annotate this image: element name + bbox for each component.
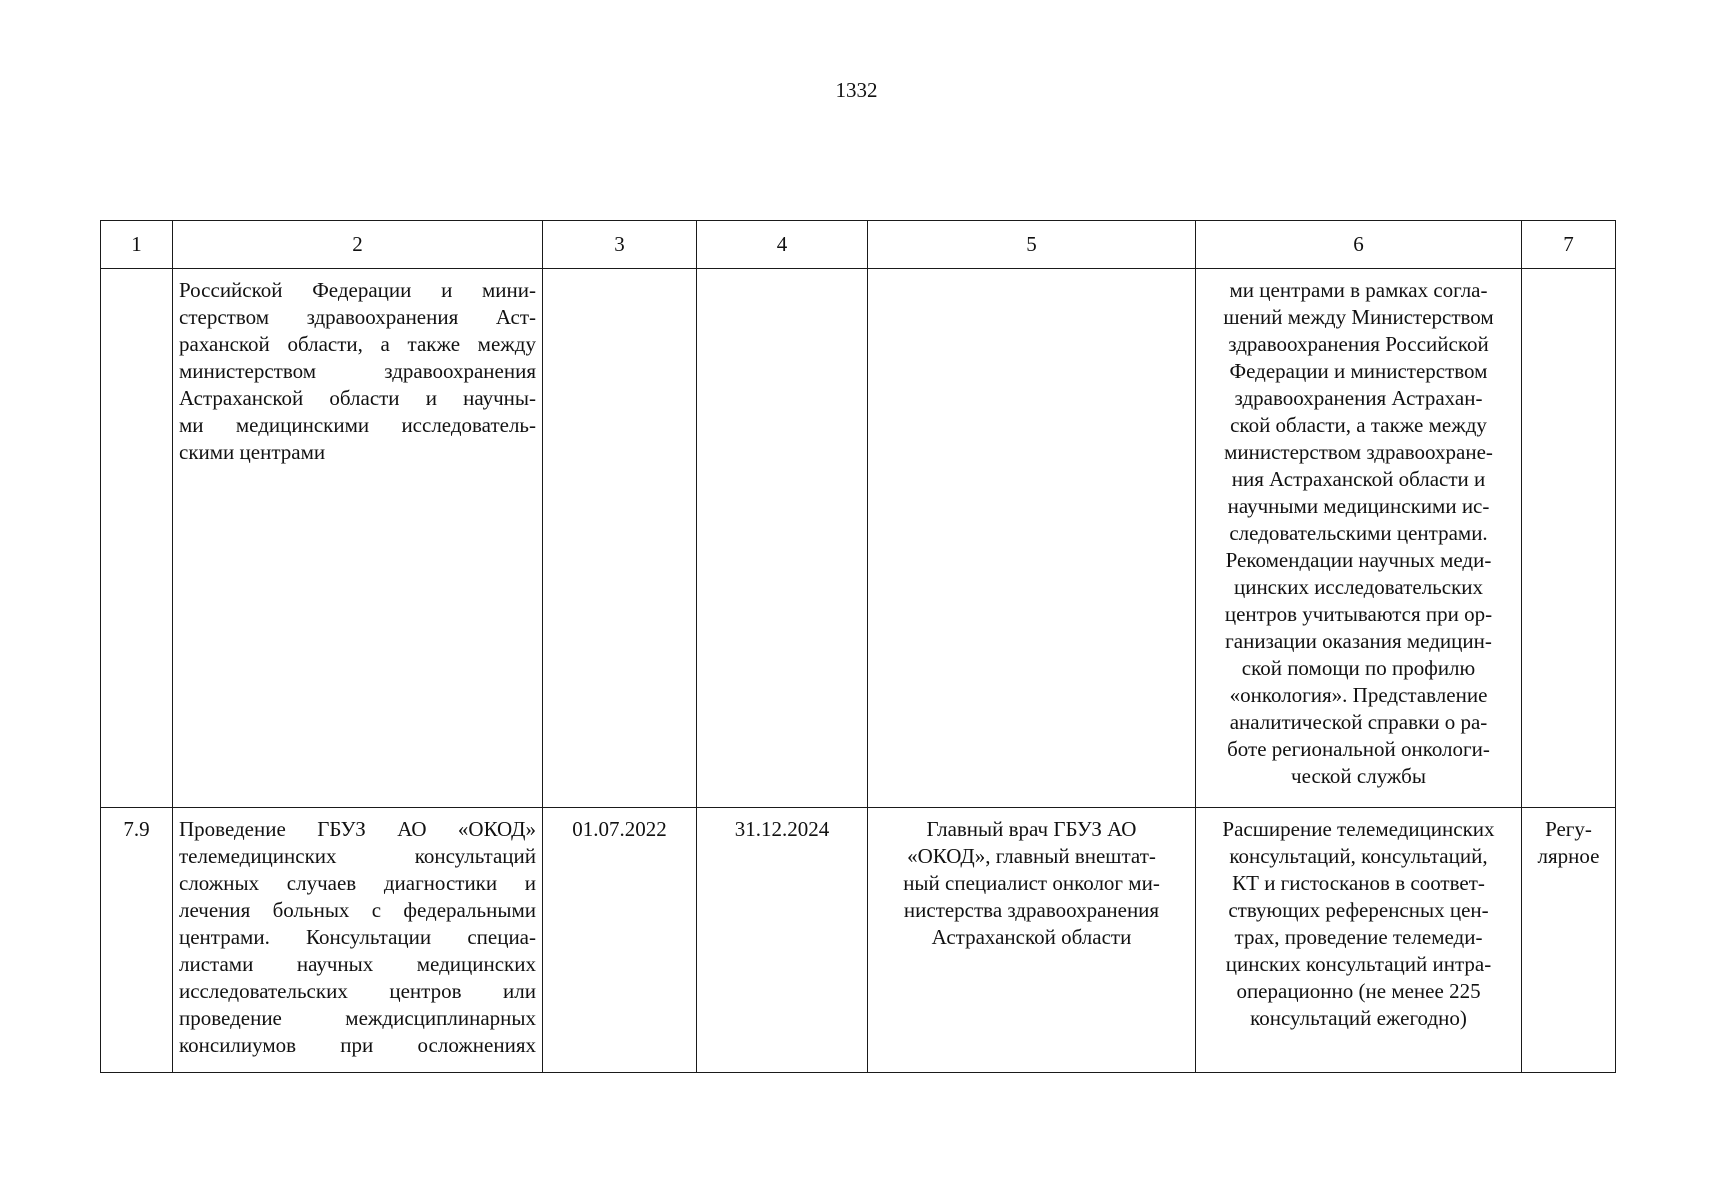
responsible-cell [868,808,1196,1073]
text-line: исследовательских центров или [179,979,536,1003]
text-line: листами научных медицинских [179,952,536,976]
text-line: КТ и гистосканов в соответ- [1232,871,1485,895]
frequency-cell [1522,808,1616,1073]
start-date [543,269,696,283]
frequency-text [1522,808,1615,876]
responsible-text [868,269,1195,283]
text-line: ской помощи по профилю [1241,656,1476,680]
result-text [1196,269,1521,796]
text-line: сложных случаев диагностики и [179,871,536,895]
result-cell [1196,808,1522,1073]
text-line: аналитической справки о ра- [1229,710,1488,734]
responsible-text [868,808,1195,957]
activity-cell [173,269,543,808]
responsible-cell [868,269,1196,808]
text-line: цинских исследовательских [1233,575,1484,599]
text-line: лечения больных с федеральными [179,898,536,922]
text-line: Астраханской области [931,925,1132,949]
row-number: 7.9 [123,817,150,841]
text-line: скими центрами [179,440,326,464]
activity-text [173,269,542,472]
column-header-6: 6 [1196,221,1522,269]
text-line: ный специалист онколог ми- [903,871,1160,895]
text-line: ческой службы [1291,764,1426,788]
text-line: следовательскими центрами. [1229,521,1488,545]
table-header-row [101,221,1616,269]
text-line: ской области, а также между [1230,413,1487,437]
table-row [101,808,1616,1073]
end-date: 31.12.2024 [734,817,830,841]
activity-cell [173,808,543,1073]
page-number: 1332 [835,78,878,102]
row-number-cell [101,808,173,1073]
column-header-2: 2 [173,221,543,269]
text-line: ствующих референсных цен- [1228,898,1489,922]
text-line: лярное [1537,844,1600,868]
frequency-cell [1522,269,1616,808]
row-number [101,269,172,283]
text-line: Регу- [1545,817,1592,841]
text-line: Астраханской области и научны- [179,386,536,410]
text-line: здравоохранения Астрахан- [1234,386,1483,410]
text-line: трах, проведение телемеди- [1234,925,1483,949]
text-line: консультаций ежегодно) [1250,1006,1467,1030]
text-line: проведение междисциплинарных [179,1006,536,1030]
text-line: Федерации и министерством [1229,359,1488,383]
text-line: Расширение телемедицинских [1222,817,1495,841]
column-header-1: 1 [101,221,173,269]
start-date: 01.07.2022 [572,817,667,841]
text-line: Рекомендации научных меди- [1225,548,1492,572]
text-line: здравоохранения Российской [1228,332,1489,356]
column-header-5: 5 [868,221,1196,269]
end-date-cell [697,269,868,808]
text-line: шений между Министерством [1223,305,1494,329]
text-line: раханской области, а также между [179,332,536,356]
text-line: консультаций, консультаций, [1229,844,1488,868]
text-line: стерством здравоохранения Аст- [179,305,536,329]
text-line: ми медицинскими исследователь- [179,413,536,437]
start-date-cell [543,269,697,808]
text-line: Главный врач ГБУЗ АО [926,817,1137,841]
text-line: цинских консультаций интра- [1225,952,1492,976]
text-line: «онкология». Представление [1229,683,1488,707]
text-line: ганизации оказания медицин- [1225,629,1492,653]
text-line: операционно (не менее 225 [1236,979,1481,1003]
text-line: министерством здравоохране- [1224,440,1493,464]
text-line: центров учитываются при ор- [1224,602,1493,626]
text-line: министерством здравоохранения [179,359,536,383]
activity-text [173,808,542,1065]
table-row [101,269,1616,808]
text-line: ми центрами в рамках согла- [1229,278,1488,302]
text-line: научными медицинскими ис- [1227,494,1490,518]
text-line: «ОКОД», главный внештат- [907,844,1156,868]
result-cell [1196,269,1522,808]
row-number-cell [101,269,173,808]
text-line: консилиумов при осложнениях [179,1033,536,1057]
column-header-3: 3 [543,221,697,269]
start-date-cell [543,808,697,1073]
frequency-text [1522,269,1615,283]
text-line: Российской Федерации и мини- [179,278,536,302]
text-line: ния Астраханской области и [1231,467,1486,491]
column-header-7: 7 [1522,221,1616,269]
text-line: телемедицинских консультаций [179,844,536,868]
column-header-4: 4 [697,221,868,269]
end-date-cell [697,808,868,1073]
text-line: центрами. Консультации специа- [179,925,536,949]
text-line: боте региональной онкологи- [1227,737,1490,761]
text-line: нистерства здравоохранения [903,898,1160,922]
document-table [100,220,1616,1073]
result-text [1196,808,1521,1038]
text-line: Проведение ГБУЗ АО «ОКОД» [179,817,536,841]
end-date [697,269,867,283]
